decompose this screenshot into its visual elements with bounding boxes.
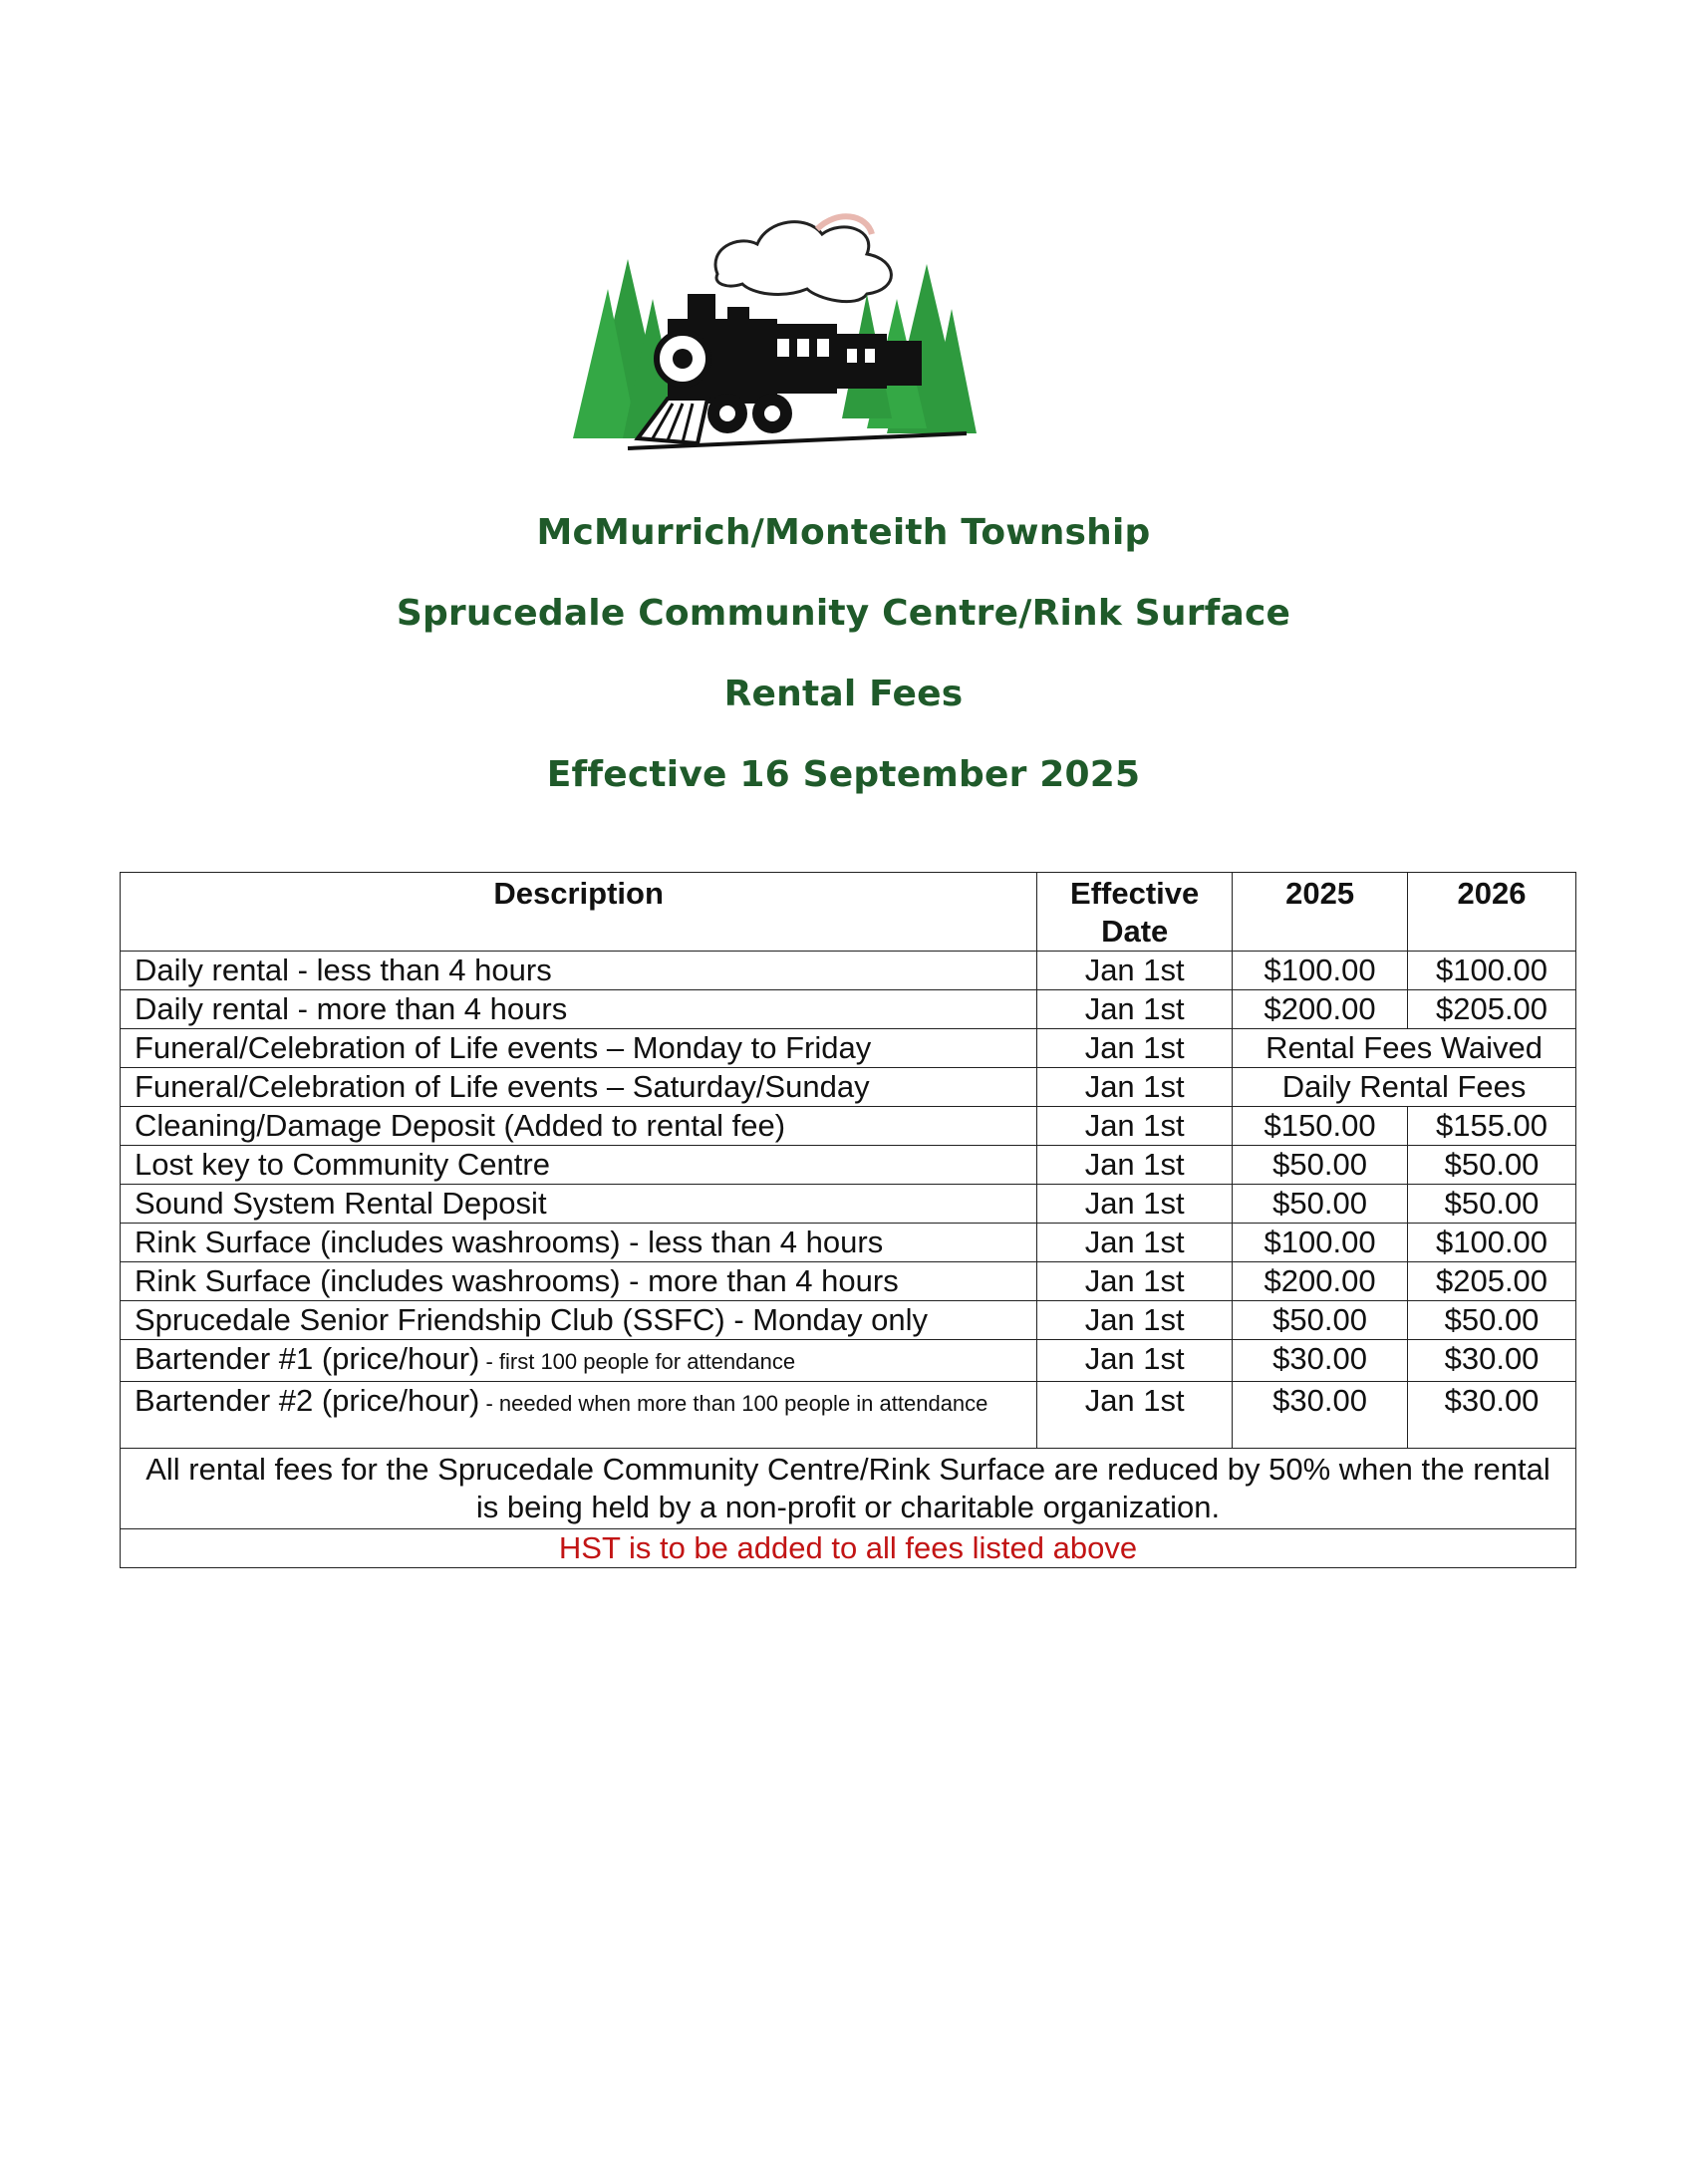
row-description: Rink Surface (includes washrooms) - less than 4 hours [121,1224,1037,1262]
row-fee-2026: $205.00 [1408,990,1576,1029]
township-name: McMurrich/Monteith Township [536,512,1151,553]
row-effective-date: Jan 1st [1037,1382,1233,1449]
row-effective-date: Jan 1st [1037,1301,1233,1340]
facility-name: Sprucedale Community Centre/Rink Surface [396,593,1291,634]
row-fee-2026: $100.00 [1408,952,1576,990]
row-fee-2025: $150.00 [1233,1107,1408,1146]
table-row [121,1301,1576,1340]
row-fee-2026: $205.00 [1408,1262,1576,1301]
table-row [121,990,1576,1029]
row-fee-2025: $200.00 [1233,1262,1408,1301]
table-row [121,1382,1576,1449]
row-description: Cleaning/Damage Deposit (Added to rental fee) [121,1107,1037,1146]
table-row [121,1262,1576,1301]
table-row [121,1068,1576,1107]
header-description: Description [121,873,1037,952]
row-description: Daily rental - more than 4 hours [121,990,1037,1029]
header-2025: 2025 [1233,873,1408,952]
township-logo [568,199,977,458]
row-description: Funeral/Celebration of Life events – Saturday/Sunday [121,1068,1037,1107]
row-fee-2025: $200.00 [1233,990,1408,1029]
table-row [121,1185,1576,1224]
row-description-note: - needed when more than 100 people in attendance [479,1391,988,1416]
table-header-row [121,873,1576,952]
steam-train-with-pine-trees-logo-icon [568,199,977,458]
row-description: Bartender #2 (price/hour) [135,1383,480,1418]
row-description: Bartender #1 (price/hour) [135,1341,480,1376]
row-description: Funeral/Celebration of Life events – Monday to Friday [121,1029,1037,1068]
row-description: Daily rental - less than 4 hours [121,952,1037,990]
rental-fees-table [120,872,1576,1568]
row-fee-2026: $155.00 [1408,1107,1576,1146]
row-effective-date: Jan 1st [1037,1185,1233,1224]
row-effective-date: Jan 1st [1037,990,1233,1029]
row-description: Sound System Rental Deposit [121,1185,1037,1224]
row-effective-date: Jan 1st [1037,1029,1233,1068]
row-fee-2025: $30.00 [1233,1340,1408,1382]
hst-row [121,1529,1576,1568]
table-row [121,952,1576,990]
row-fee-2025: $50.00 [1233,1301,1408,1340]
row-effective-date: Jan 1st [1037,1146,1233,1185]
row-description: Sprucedale Senior Friendship Club (SSFC) - Monday only [121,1301,1037,1340]
table-row [121,1340,1576,1382]
row-description: Lost key to Community Centre [121,1146,1037,1185]
row-merged-fee: Rental Fees Waived [1233,1029,1576,1068]
row-effective-date: Jan 1st [1037,1340,1233,1382]
hst-note: HST is to be added to all fees listed above [121,1529,1576,1568]
document-header [0,503,1687,826]
row-merged-fee: Daily Rental Fees [1233,1068,1576,1107]
row-fee-2026: $30.00 [1408,1382,1576,1449]
row-fee-2025: $100.00 [1233,1224,1408,1262]
table-row [121,1029,1576,1068]
footnote-row [121,1449,1576,1529]
row-fee-2025: $50.00 [1233,1146,1408,1185]
row-fee-2026: $50.00 [1408,1301,1576,1340]
row-effective-date: Jan 1st [1037,1068,1233,1107]
row-description-note: - first 100 people for attendance [479,1349,796,1374]
row-effective-date: Jan 1st [1037,1224,1233,1262]
row-description-cell [121,1382,1037,1449]
header-2026: 2026 [1408,873,1576,952]
effective-date-heading: Effective 16 September 2025 [546,754,1141,795]
row-description: Rink Surface (includes washrooms) - more than 4 hours [121,1262,1037,1301]
row-fee-2025: $50.00 [1233,1185,1408,1224]
non-profit-discount-note: All rental fees for the Sprucedale Community Centre/Rink Surface are reduced by 50% when the rental is being held by a non-profit or charitable organization. [121,1449,1576,1529]
header-effective-date: Effective Date [1037,873,1233,952]
row-effective-date: Jan 1st [1037,1262,1233,1301]
table-row [121,1146,1576,1185]
row-fee-2025: $100.00 [1233,952,1408,990]
row-fee-2026: $100.00 [1408,1224,1576,1262]
row-effective-date: Jan 1st [1037,1107,1233,1146]
row-description-cell [121,1340,1037,1382]
table-row [121,1224,1576,1262]
row-effective-date: Jan 1st [1037,952,1233,990]
table-row [121,1107,1576,1146]
row-fee-2026: $50.00 [1408,1146,1576,1185]
row-fee-2026: $30.00 [1408,1340,1576,1382]
row-fee-2026: $50.00 [1408,1185,1576,1224]
row-fee-2025: $30.00 [1233,1382,1408,1449]
document-title: Rental Fees [723,674,964,714]
